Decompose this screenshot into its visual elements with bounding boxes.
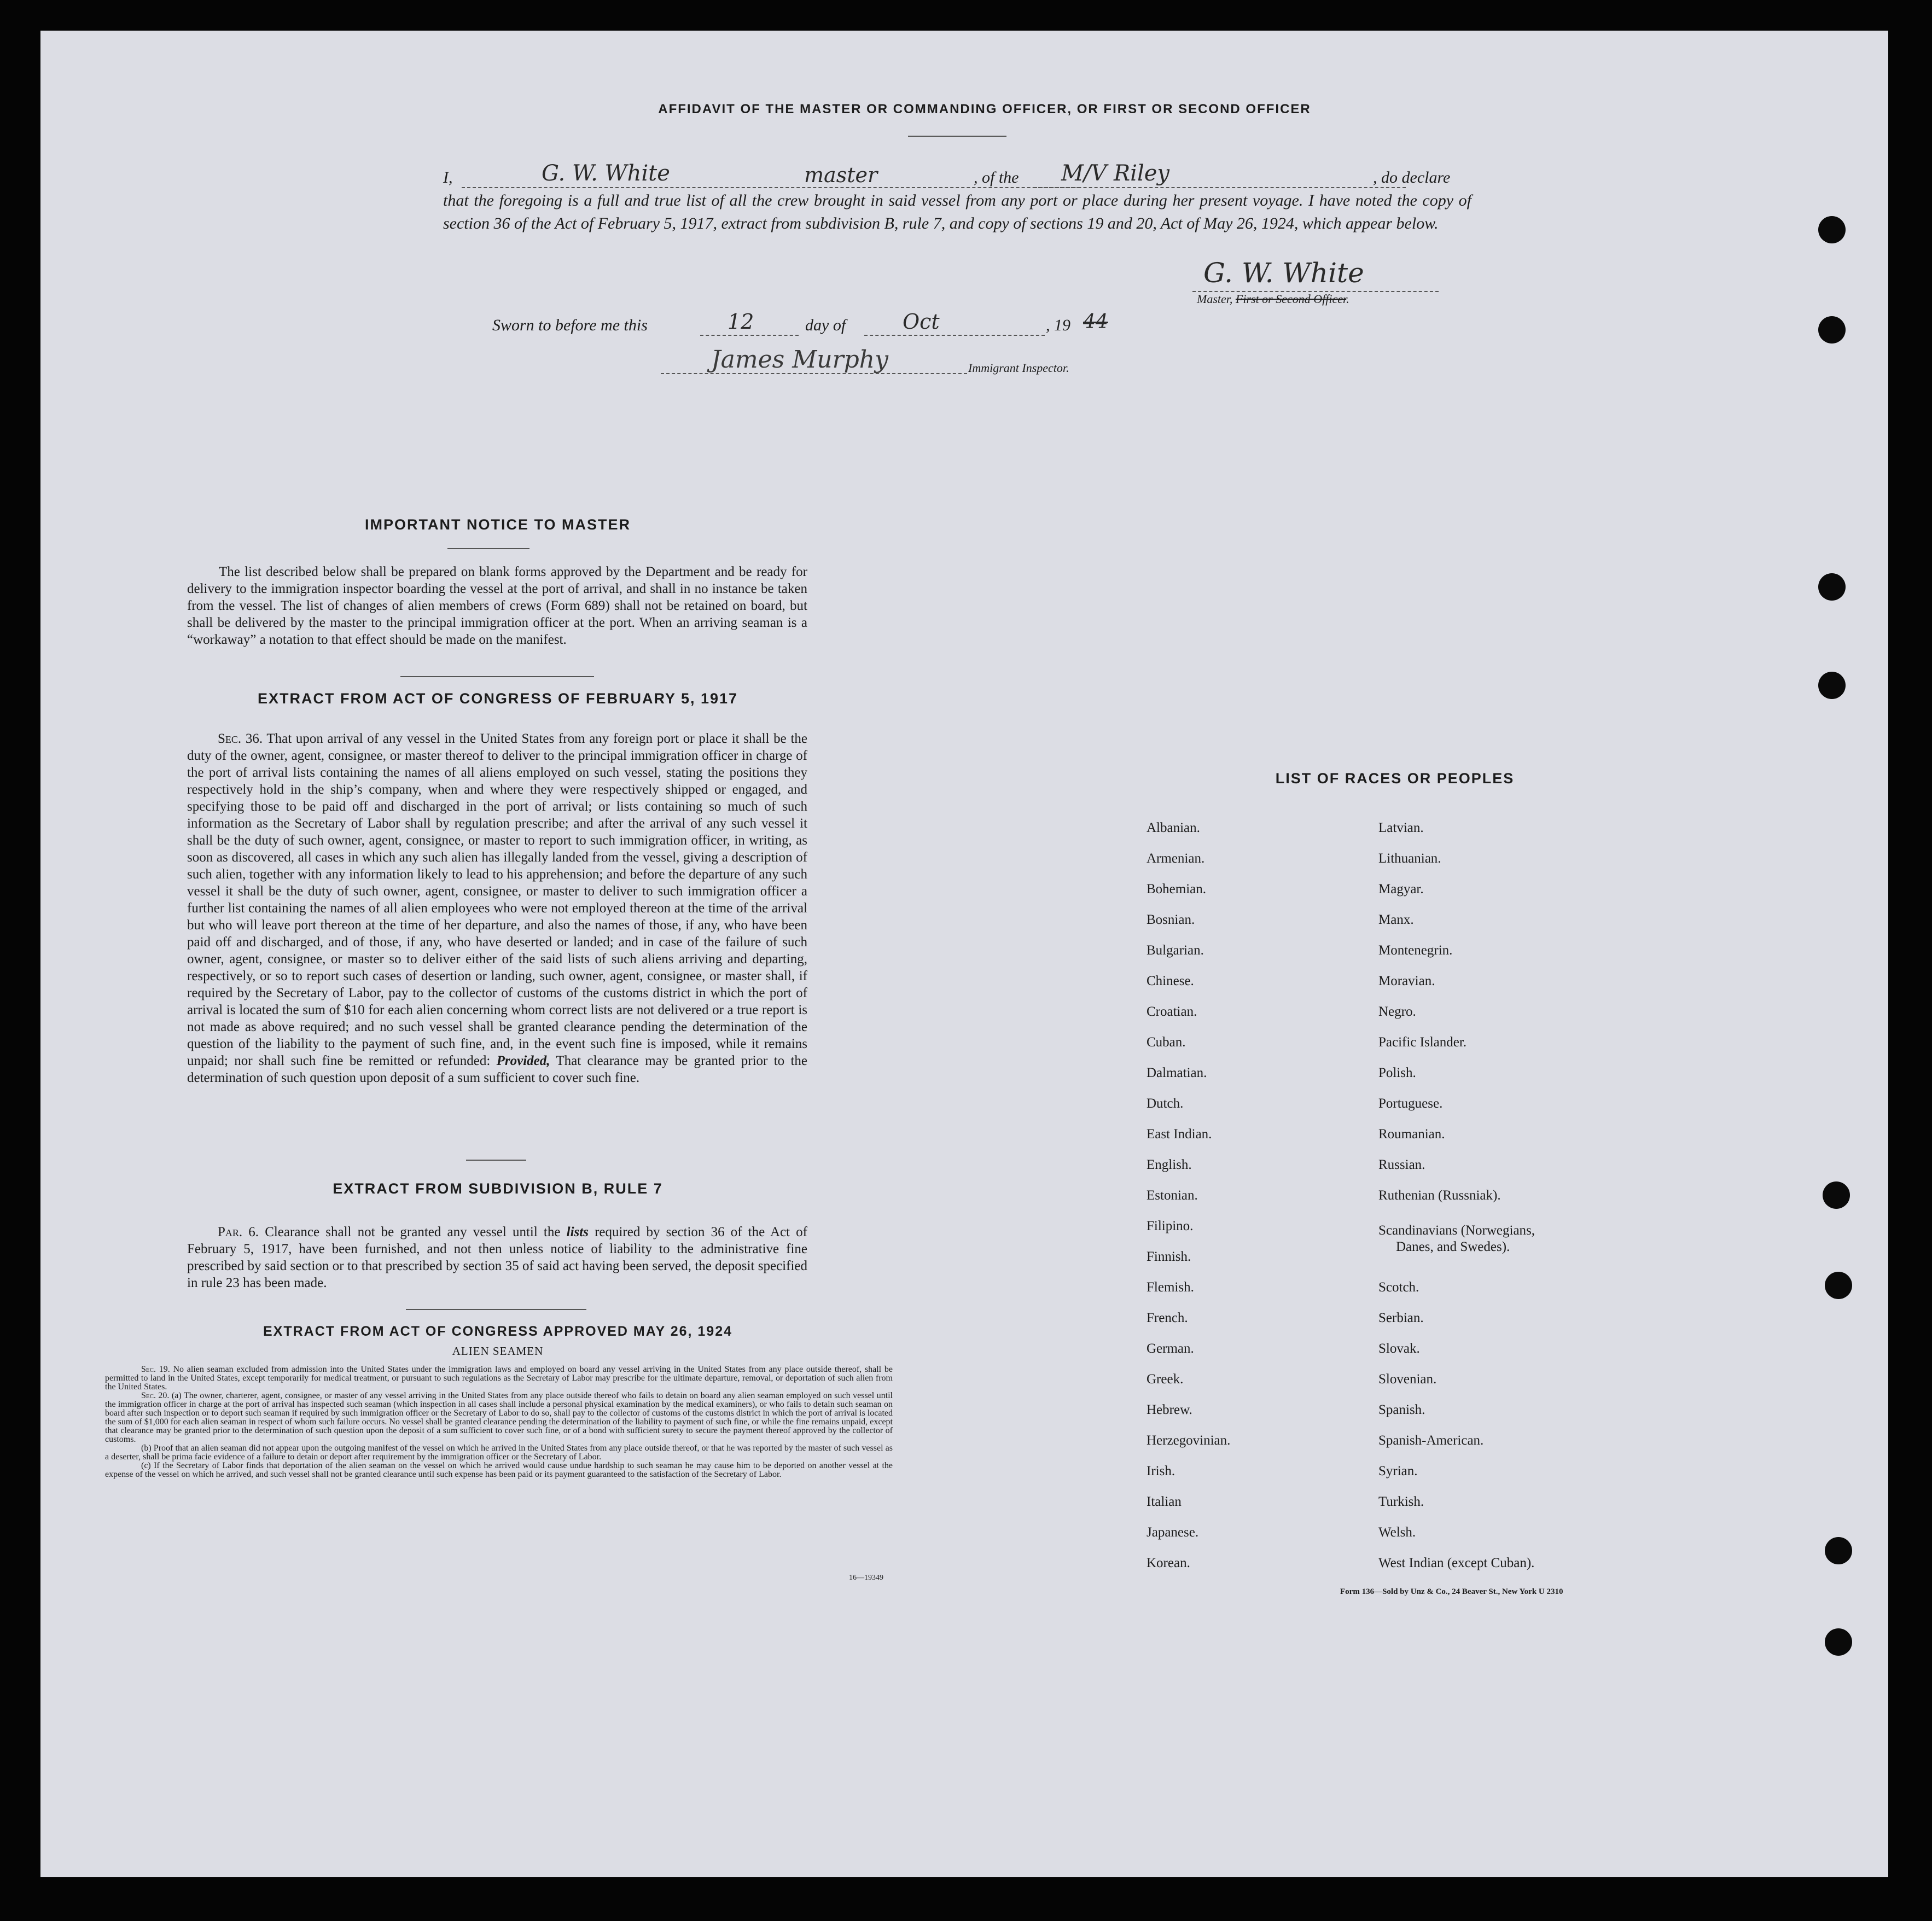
race-item: Welsh. (1378, 1525, 1416, 1540)
sworn-line (492, 312, 1203, 345)
affidavit-title: AFFIDAVIT OF THE MASTER OR COMMANDING OFFICER, OR FIRST OR SECOND OFFICER (658, 102, 1311, 117)
rule7-text-b: required by section 36 of the Act of February 5, 1917, have been furnished, and not then unless notice of liability to the administrative fine prescribed by said section or to that prescribed by section 35 of said act having been served, the deposit specified in rule 23 has been made. (187, 1225, 808, 1290)
punch-hole (1825, 1537, 1852, 1564)
race-item: Slovenian. (1378, 1372, 1437, 1387)
race-item: Flemish. (1147, 1280, 1194, 1295)
sworn-prefix: Sworn to before me this (492, 316, 648, 334)
sworn-year-handwritten: 44 (1083, 311, 1108, 333)
race-item: Bohemian. (1147, 882, 1207, 897)
race-item: Manx. (1378, 912, 1414, 927)
month-line (864, 335, 1045, 336)
of-the-label: , of the (974, 168, 1019, 187)
master-name-handwritten: G. W. White (542, 161, 670, 186)
races-title: LIST OF RACES OR PEOPLES (1275, 770, 1515, 787)
race-item: Danes, and Swedes). (1396, 1239, 1510, 1254)
race-item: Armenian. (1147, 851, 1205, 866)
punch-hole (1818, 573, 1846, 601)
punch-hole (1818, 316, 1846, 344)
section-19-text: No alien seaman excluded from admission into the United States under the immigration laws and employed on board any vessel arriving in the United States from any place outside thereof, shall be permitted to land in the United States, except temporarily for medical treatment, or pursuant to such regulations as the Secretary of Labor may prescribe for the ultimate departure, removal, or deportation of such alien from the United States. (105, 1365, 893, 1392)
inspector-caption: Immigrant Inspector. (968, 361, 1069, 375)
section-20a-text: (a) The owner, charterer, agent, consignee, or master of any vessel arriving in the United States from any place outside thereof who fails to detain on board any alien seaman employed on such vessel until the immigration officer in charge at the port of arrival has inspected such seaman (which inspection in all cases shall include a personal physical examination by the medical examiners), or who fails to detain such seaman on board after such inspection or to deport such seaman if required by such immigration officer or the Secretary of Labor to do so, shall pay to the collector of customs of the customs district in which the port of arrival is located the sum of $1,000 for each alien seaman in respect of whom such failure occurs. No vessel shall be granted clearance pending the determination of the liability to payment of such fine, or while the fine remains unpaid, except that clearance may be granted prior to the determination of such question upon the deposit of a sum sufficient to cover such fine, or of a bond with sufficient surety to secure the payment thereof approved by the collector of customs. (105, 1391, 893, 1444)
race-item: Scandinavians (Norwegians, (1378, 1223, 1535, 1238)
race-item: Filipino. (1147, 1219, 1194, 1233)
race-item: German. (1147, 1341, 1194, 1356)
section-20c-text: (c) If the Secretary of Labor finds that deportation of the alien seaman on the vessel on which he arrived would cause undue hardship to such seaman he may cause him to be deported on another vessel at the expense of the vessel on which he arrived, and such vessel shall not be granted clearance until such expense has been paid or its payment guaranteed to the satisfaction of the Secretary of Labor. (105, 1461, 893, 1479)
master-signature: G. W. White (1203, 257, 1364, 289)
section-19-label: Sec. 19. (141, 1365, 170, 1374)
master-caption: Master, (1197, 292, 1233, 306)
extract-1924-title: EXTRACT FROM ACT OF CONGRESS APPROVED MAY 26, 1924 (263, 1324, 733, 1339)
race-item: Turkish. (1378, 1494, 1424, 1509)
notice-text (187, 563, 807, 648)
race-item: Montenegrin. (1378, 943, 1453, 958)
notice-title: IMPORTANT NOTICE TO MASTER (365, 516, 631, 533)
race-item: Moravian. (1378, 974, 1435, 988)
race-item: Herzegovinian. (1147, 1433, 1231, 1448)
punch-hole (1825, 1272, 1852, 1299)
divider (400, 676, 594, 677)
vessel-line (1034, 187, 1406, 188)
race-item: Italian (1147, 1494, 1182, 1509)
divider (406, 1309, 586, 1310)
signature-caption (1197, 292, 1349, 306)
race-item: Syrian. (1378, 1464, 1418, 1478)
race-item: Scotch. (1378, 1280, 1419, 1295)
declaration-prefix: I, (443, 168, 453, 187)
race-item: Japanese. (1147, 1525, 1199, 1540)
race-item: Greek. (1147, 1372, 1184, 1387)
race-item: East Indian. (1147, 1127, 1212, 1142)
race-item: English. (1147, 1157, 1192, 1172)
divider (908, 136, 1006, 137)
punch-hole (1818, 216, 1846, 243)
struck-caption: First or Second Officer (1235, 292, 1347, 306)
rule7-text (187, 1224, 807, 1291)
section-36-label: Sec. 36. (218, 731, 263, 746)
rule7-text-a: Clearance shall not be granted any vessel until the (265, 1225, 561, 1239)
race-item: Spanish. (1378, 1402, 1425, 1417)
form-footer-note: Form 136—Sold by Unz & Co., 24 Beaver St., New York U 2310 (1340, 1587, 1563, 1596)
race-item: Polish. (1378, 1066, 1416, 1080)
provided-word: Provided, (496, 1053, 550, 1068)
race-item: Russian. (1378, 1157, 1425, 1172)
punch-hole (1823, 1181, 1850, 1209)
race-item: Slovak. (1378, 1341, 1420, 1356)
race-item: Chinese. (1147, 974, 1194, 988)
race-item: Cuban. (1147, 1035, 1186, 1050)
race-item: Ruthenian (Russniak). (1378, 1188, 1501, 1203)
section-36-proviso: That clearance may be granted prior to the determination of such question upon deposit of a sum sufficient to cover such fine. (187, 1053, 807, 1085)
rank-handwritten: master (804, 163, 878, 187)
year-prefix: , 19 (1046, 316, 1070, 334)
race-item: Albanian. (1147, 820, 1200, 835)
race-item: Spanish-American. (1378, 1433, 1484, 1448)
declaration-body: that the foregoing is a full and true list of all the crew brought in said vessel from any port or place during her present voyage. I have noted the copy of section 36 of the Act of February 5, 1917, extract from subdivision B, rule 7, and copy of sections 19 and 20, Act of May 26, 1924, which appear below. (443, 191, 1471, 232)
name-line (462, 187, 1080, 188)
vessel-handwritten: M/V Riley (1061, 161, 1170, 186)
race-item: Dalmatian. (1147, 1066, 1207, 1080)
divider (466, 1160, 526, 1161)
race-item: Finnish. (1147, 1249, 1191, 1264)
lists-word: lists (566, 1225, 589, 1239)
race-item: Bosnian. (1147, 912, 1195, 927)
race-item: Pacific Islander. (1378, 1035, 1467, 1050)
punch-hole (1818, 672, 1846, 699)
paragraph-6-label: Par. 6. (218, 1225, 259, 1239)
race-item: Portuguese. (1378, 1096, 1443, 1111)
divider (447, 548, 529, 549)
race-item: Estonian. (1147, 1188, 1198, 1203)
caption-period: . (1346, 292, 1349, 306)
race-item: Negro. (1378, 1004, 1416, 1019)
day-of-label: day of (805, 316, 846, 334)
inspector-signature: James Murphy (711, 346, 888, 374)
extract-1917-text (187, 730, 807, 1086)
punch-hole (1825, 1628, 1852, 1656)
race-item: Hebrew. (1147, 1402, 1192, 1417)
day-line (700, 335, 799, 336)
race-item: Roumanian. (1378, 1127, 1445, 1142)
race-item: Magyar. (1378, 882, 1424, 897)
race-item: Irish. (1147, 1464, 1176, 1478)
rule7-title: EXTRACT FROM SUBDIVISION B, RULE 7 (333, 1180, 663, 1197)
sworn-month-handwritten: Oct (903, 310, 940, 334)
sworn-day-handwritten: 12 (728, 310, 754, 334)
extract-1917-title: EXTRACT FROM ACT OF CONGRESS OF FEBRUARY 5, 1917 (257, 690, 738, 707)
section-20-label: Sec. 20. (141, 1391, 170, 1400)
alien-seamen-subtitle: ALIEN SEAMEN (452, 1344, 544, 1358)
print-code: 16—19349 (849, 1574, 883, 1582)
race-item: Serbian. (1378, 1311, 1424, 1325)
race-item: Korean. (1147, 1556, 1190, 1570)
race-item: French. (1147, 1311, 1188, 1325)
race-item: Bulgarian. (1147, 943, 1204, 958)
race-item: Latvian. (1378, 820, 1424, 835)
inspector-line (661, 373, 967, 374)
declare-label: , do declare (1373, 168, 1451, 187)
section-36-text: That upon arrival of any vessel in the United States from any foreign port or place it shall be the duty of the owner, agent, consignee, or master thereof to deliver to the principal immigration officer in charge of the port of arrival lists containing the names of all aliens employed on such vessel, stating the positions they respectively hold in the ship’s company, when and where they were respectively shipped or engaged, and specifying those to be paid off and discharged in the port of arrival; or lists containing so much of such information as the Secretary of Labor shall by regulation prescribe; and after the arrival of any such vessel it shall be the duty of such owner, agent, consignee, or master to report to such immigration officer, in writing, as soon as discovered, all cases in which any such alien has illegally landed from the vessel, giving a description of such alien, together with any information likely to lead to his apprehension; and before the departure of any such vessel it shall be the duty of such owner, agent, consignee, or master to deliver to such immigration officer a further list containing the names of all alien employees who were not employed thereon at the time of the arrival but who will leave port thereon at the time of her departure, and also the names of those, if any, who have been paid off and discharged, and of those, if any, who have deserted or landed; and in case of the failure of such owner, agent, consignee, or master so to deliver either of the said lists of such aliens arriving and departing, respectively, or so to report such cases of desertion or landing, such owner, agent, consignee, or master shall, if required by the Secretary of Labor, pay to the collector of customs of the customs district in which the port of arrival is located the sum of $10 for each alien concerning whom correct lists are not delivered or a true report is not made as above required; and no such vessel shall be granted clearance pending the determination of the question of the liability to the payment of such fine, and, in the event such fine is imposed, while it remains unpaid; nor shall such fine be remitted or refunded: (187, 731, 807, 1068)
race-item: West Indian (except Cuban). (1378, 1556, 1535, 1570)
race-item: Dutch. (1147, 1096, 1184, 1111)
race-item: Lithuanian. (1378, 851, 1441, 866)
race-item: Croatian. (1147, 1004, 1197, 1019)
notice-body: The list described below shall be prepared on blank forms approved by the Department and be ready for delivery to the immigration inspector boarding the vessel at the port of arrival, and shall in no instance be taken from the vessel. The list of changes of alien members of crews (Form 689) shall not be retained on board, but shall be delivered by the master to the principal immigration officer at the port. When an arriving seaman is a “workaway” a notation to that effect should be made on the manifest. (187, 564, 807, 647)
section-20b-text: (b) Proof that an alien seaman did not appear upon the outgoing manifest of the vessel on which he arrived in the United States from any place outside thereof, or that he was reported by the master of such vessel as a deserter, shall be prima facie evidence of a failure to detain or deport after requirement by the immigration officer or the Secretary of Labor. (105, 1443, 893, 1462)
extract-1924-text (105, 1365, 893, 1479)
races-list (1147, 820, 1639, 1575)
